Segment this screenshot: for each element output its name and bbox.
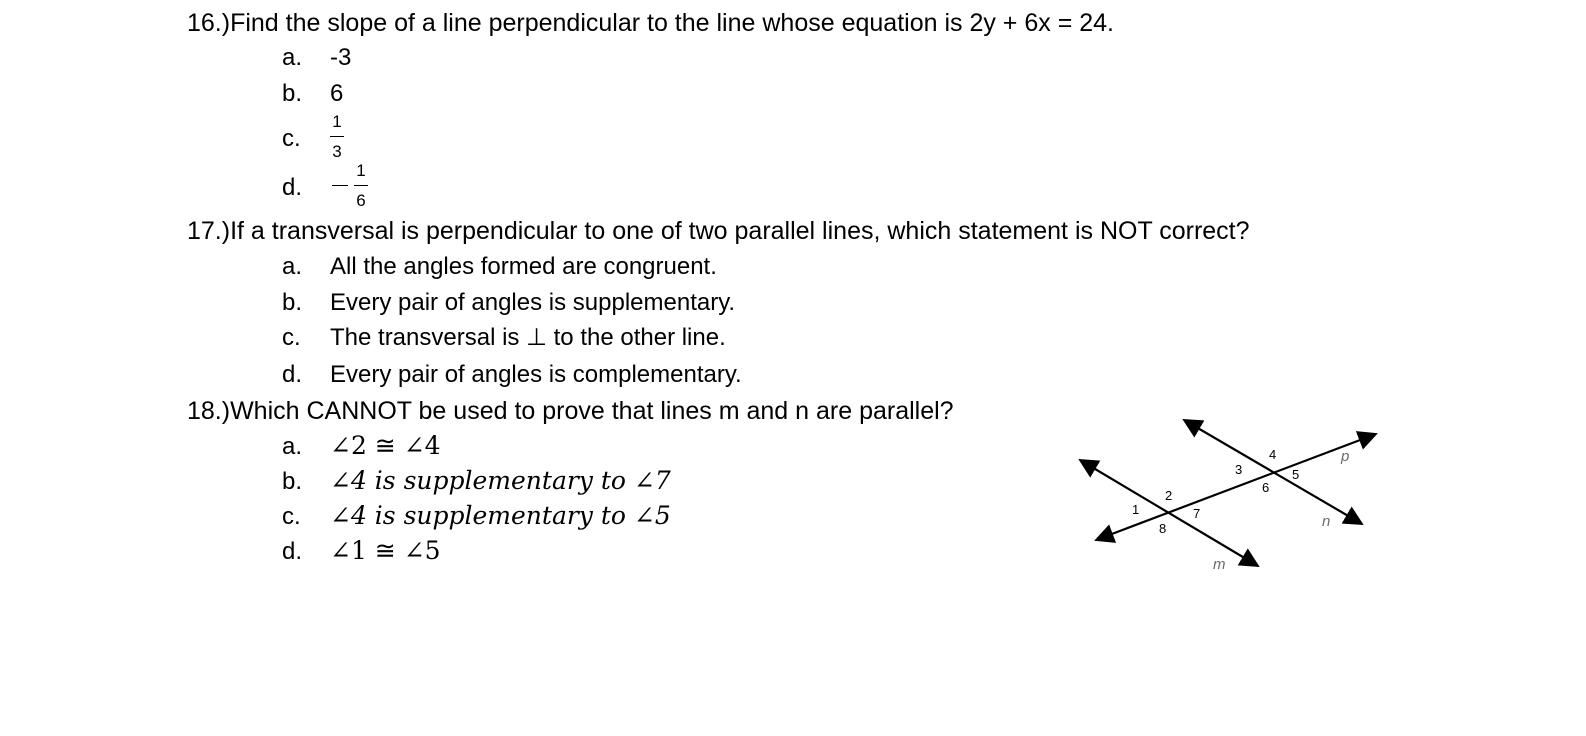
fraction-numerator: 1	[332, 112, 342, 131]
q16-choice-b-text: 6	[330, 80, 344, 107]
q18-choice-c-letter: c.	[282, 503, 301, 530]
line-p-label: p	[1341, 448, 1350, 465]
fraction-denominator: 3	[332, 142, 342, 161]
q17-choice-b-text: Every pair of angles is supplementary.	[330, 289, 736, 316]
question-18-stem: 18.)Which CANNOT be used to prove that lines m and n are parallel?	[187, 397, 954, 425]
line-n-label: n	[1322, 513, 1331, 530]
q17-choice-d-text: Every pair of angles is complementary.	[330, 361, 742, 388]
q18-choice-c-text: ∠4 is supplementary to ∠5	[330, 501, 671, 530]
q18-choice-d-text: ∠1 ≅ ∠5	[330, 536, 441, 565]
minus-sign	[332, 185, 348, 186]
angle-5-label: 5	[1292, 467, 1300, 482]
q18-choice-d-letter: d.	[282, 538, 303, 565]
fraction-numerator: 1	[356, 161, 366, 180]
q18-choice-b-text: ∠4 is supplementary to ∠7	[330, 466, 671, 495]
angle-4-label: 4	[1269, 447, 1277, 462]
fraction-bar	[354, 185, 368, 186]
question-17-stem: 17.)If a transversal is perpendicular to one of two parallel lines, which statement is NOT correct?	[187, 217, 1250, 245]
q16-choice-a-letter: a.	[282, 44, 303, 71]
q16-choice-c-letter: c.	[282, 125, 301, 152]
fraction-bar	[330, 136, 344, 137]
q16-choice-d-letter: d.	[282, 174, 303, 201]
q17-choice-b-letter: b.	[282, 289, 303, 316]
angle-1-label: 1	[1132, 502, 1140, 517]
q16-choice-a-text: -3	[330, 44, 352, 71]
angle-7-label: 7	[1193, 506, 1201, 521]
q18-choice-b-letter: b.	[282, 468, 303, 495]
q18-choice-a-letter: a.	[282, 433, 303, 460]
q17-choice-a-text: All the angles formed are congruent.	[330, 253, 717, 280]
angle-2-label: 2	[1165, 488, 1173, 503]
angle-3-label: 3	[1235, 462, 1243, 477]
line-m-label: m	[1213, 556, 1226, 573]
angle-6-label: 6	[1262, 480, 1270, 495]
angle-8-label: 8	[1159, 521, 1167, 536]
q17-choice-d-letter: d.	[282, 361, 303, 388]
q17-choice-a-letter: a.	[282, 253, 303, 280]
q16-choice-c-fraction	[330, 113, 344, 160]
parallel-lines-figure	[1070, 408, 1390, 583]
fraction-denominator: 6	[356, 191, 366, 210]
q16-choice-d-fraction	[332, 162, 368, 209]
q17-choice-c-letter: c.	[282, 324, 301, 351]
q17-choice-c-text: The transversal is ⊥ to the other line.	[330, 324, 726, 351]
question-16-stem: 16.)Find the slope of a line perpendicular to the line whose equation is 2y + 6x = 24.	[187, 9, 1114, 37]
q16-choice-b-letter: b.	[282, 80, 303, 107]
q18-choice-a-text: ∠2 ≅ ∠4	[330, 431, 441, 460]
